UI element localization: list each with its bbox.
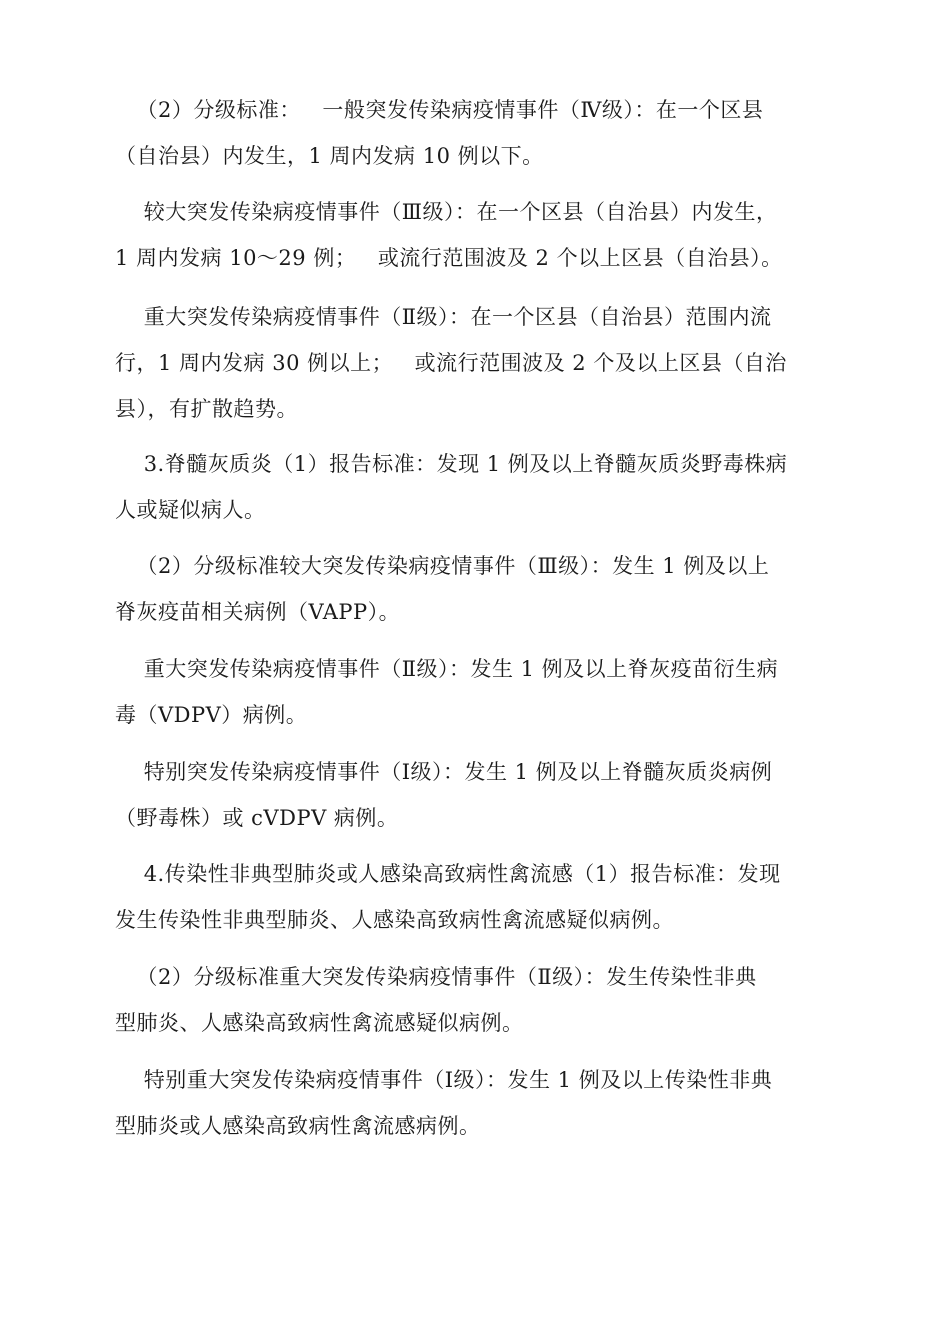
text-line: 型肺炎或人感染高致病性禽流感病例。 — [115, 1114, 481, 1138]
paragraph — [115, 543, 835, 635]
text-line: 县），有扩散趋势。 — [115, 397, 298, 421]
paragraph — [115, 189, 835, 281]
paragraph — [115, 87, 835, 179]
paragraph — [115, 851, 835, 943]
text-line: 型肺炎、人感染高致病性禽流感疑似病例。 — [115, 1011, 524, 1035]
text-line: （2）分级标准： 一般突发传染病疫情事件（Ⅳ级）：在一个区县 — [115, 98, 764, 122]
text-line: 3.脊髓灰质炎（1）报告标准：发现 1 例及以上脊髓灰质炎野毒株病 — [115, 452, 788, 476]
text-line: （野毒株）或 cVDPV 病例。 — [115, 806, 399, 830]
text-line: （2）分级标准重大突发传染病疫情事件（Ⅱ级）：发生传染性非典 — [115, 965, 757, 989]
text-line: 脊灰疫苗相关病例（VAPP）。 — [115, 600, 401, 624]
paragraph — [115, 954, 835, 1046]
text-line: 重大突发传染病疫情事件（Ⅱ级）：发生 1 例及以上脊灰疫苗衍生病 — [115, 657, 779, 681]
paragraph — [115, 646, 835, 738]
text-line: 特别突发传染病疫情事件（Ⅰ级）：发生 1 例及以上脊髓灰质炎病例 — [115, 760, 773, 784]
text-line: 特别重大突发传染病疫情事件（Ⅰ级）：发生 1 例及以上传染性非典 — [115, 1068, 773, 1092]
text-line: （自治县）内发生，1 周内发病 10 例以下。 — [115, 144, 544, 168]
text-line: 重大突发传染病疫情事件（Ⅱ级）：在一个区县（自治县）范围内流 — [115, 305, 772, 329]
text-line: 较大突发传染病疫情事件（Ⅲ级）：在一个区县（自治县）内发生， — [115, 200, 778, 224]
paragraph — [115, 749, 835, 841]
paragraph — [115, 1057, 835, 1149]
text-line: 发生传染性非典型肺炎、人感染高致病性禽流感疑似病例。 — [115, 908, 674, 932]
paragraph — [115, 294, 835, 432]
text-line: 1 周内发病 10～29 例； 或流行范围波及 2 个以上区县（自治县）。 — [115, 246, 783, 270]
text-line: 毒（VDPV）病例。 — [115, 703, 308, 727]
text-line: 4.传染性非典型肺炎或人感染高致病性禽流感（1）报告标准：发现 — [115, 862, 781, 886]
paragraph — [115, 441, 835, 533]
text-line: （2）分级标准较大突发传染病疫情事件（Ⅲ级）：发生 1 例及以上 — [115, 554, 770, 578]
text-line: 人或疑似病人。 — [115, 498, 266, 522]
text-line: 行，1 周内发病 30 例以上； 或流行范围波及 2 个及以上区县（自治 — [115, 351, 787, 375]
